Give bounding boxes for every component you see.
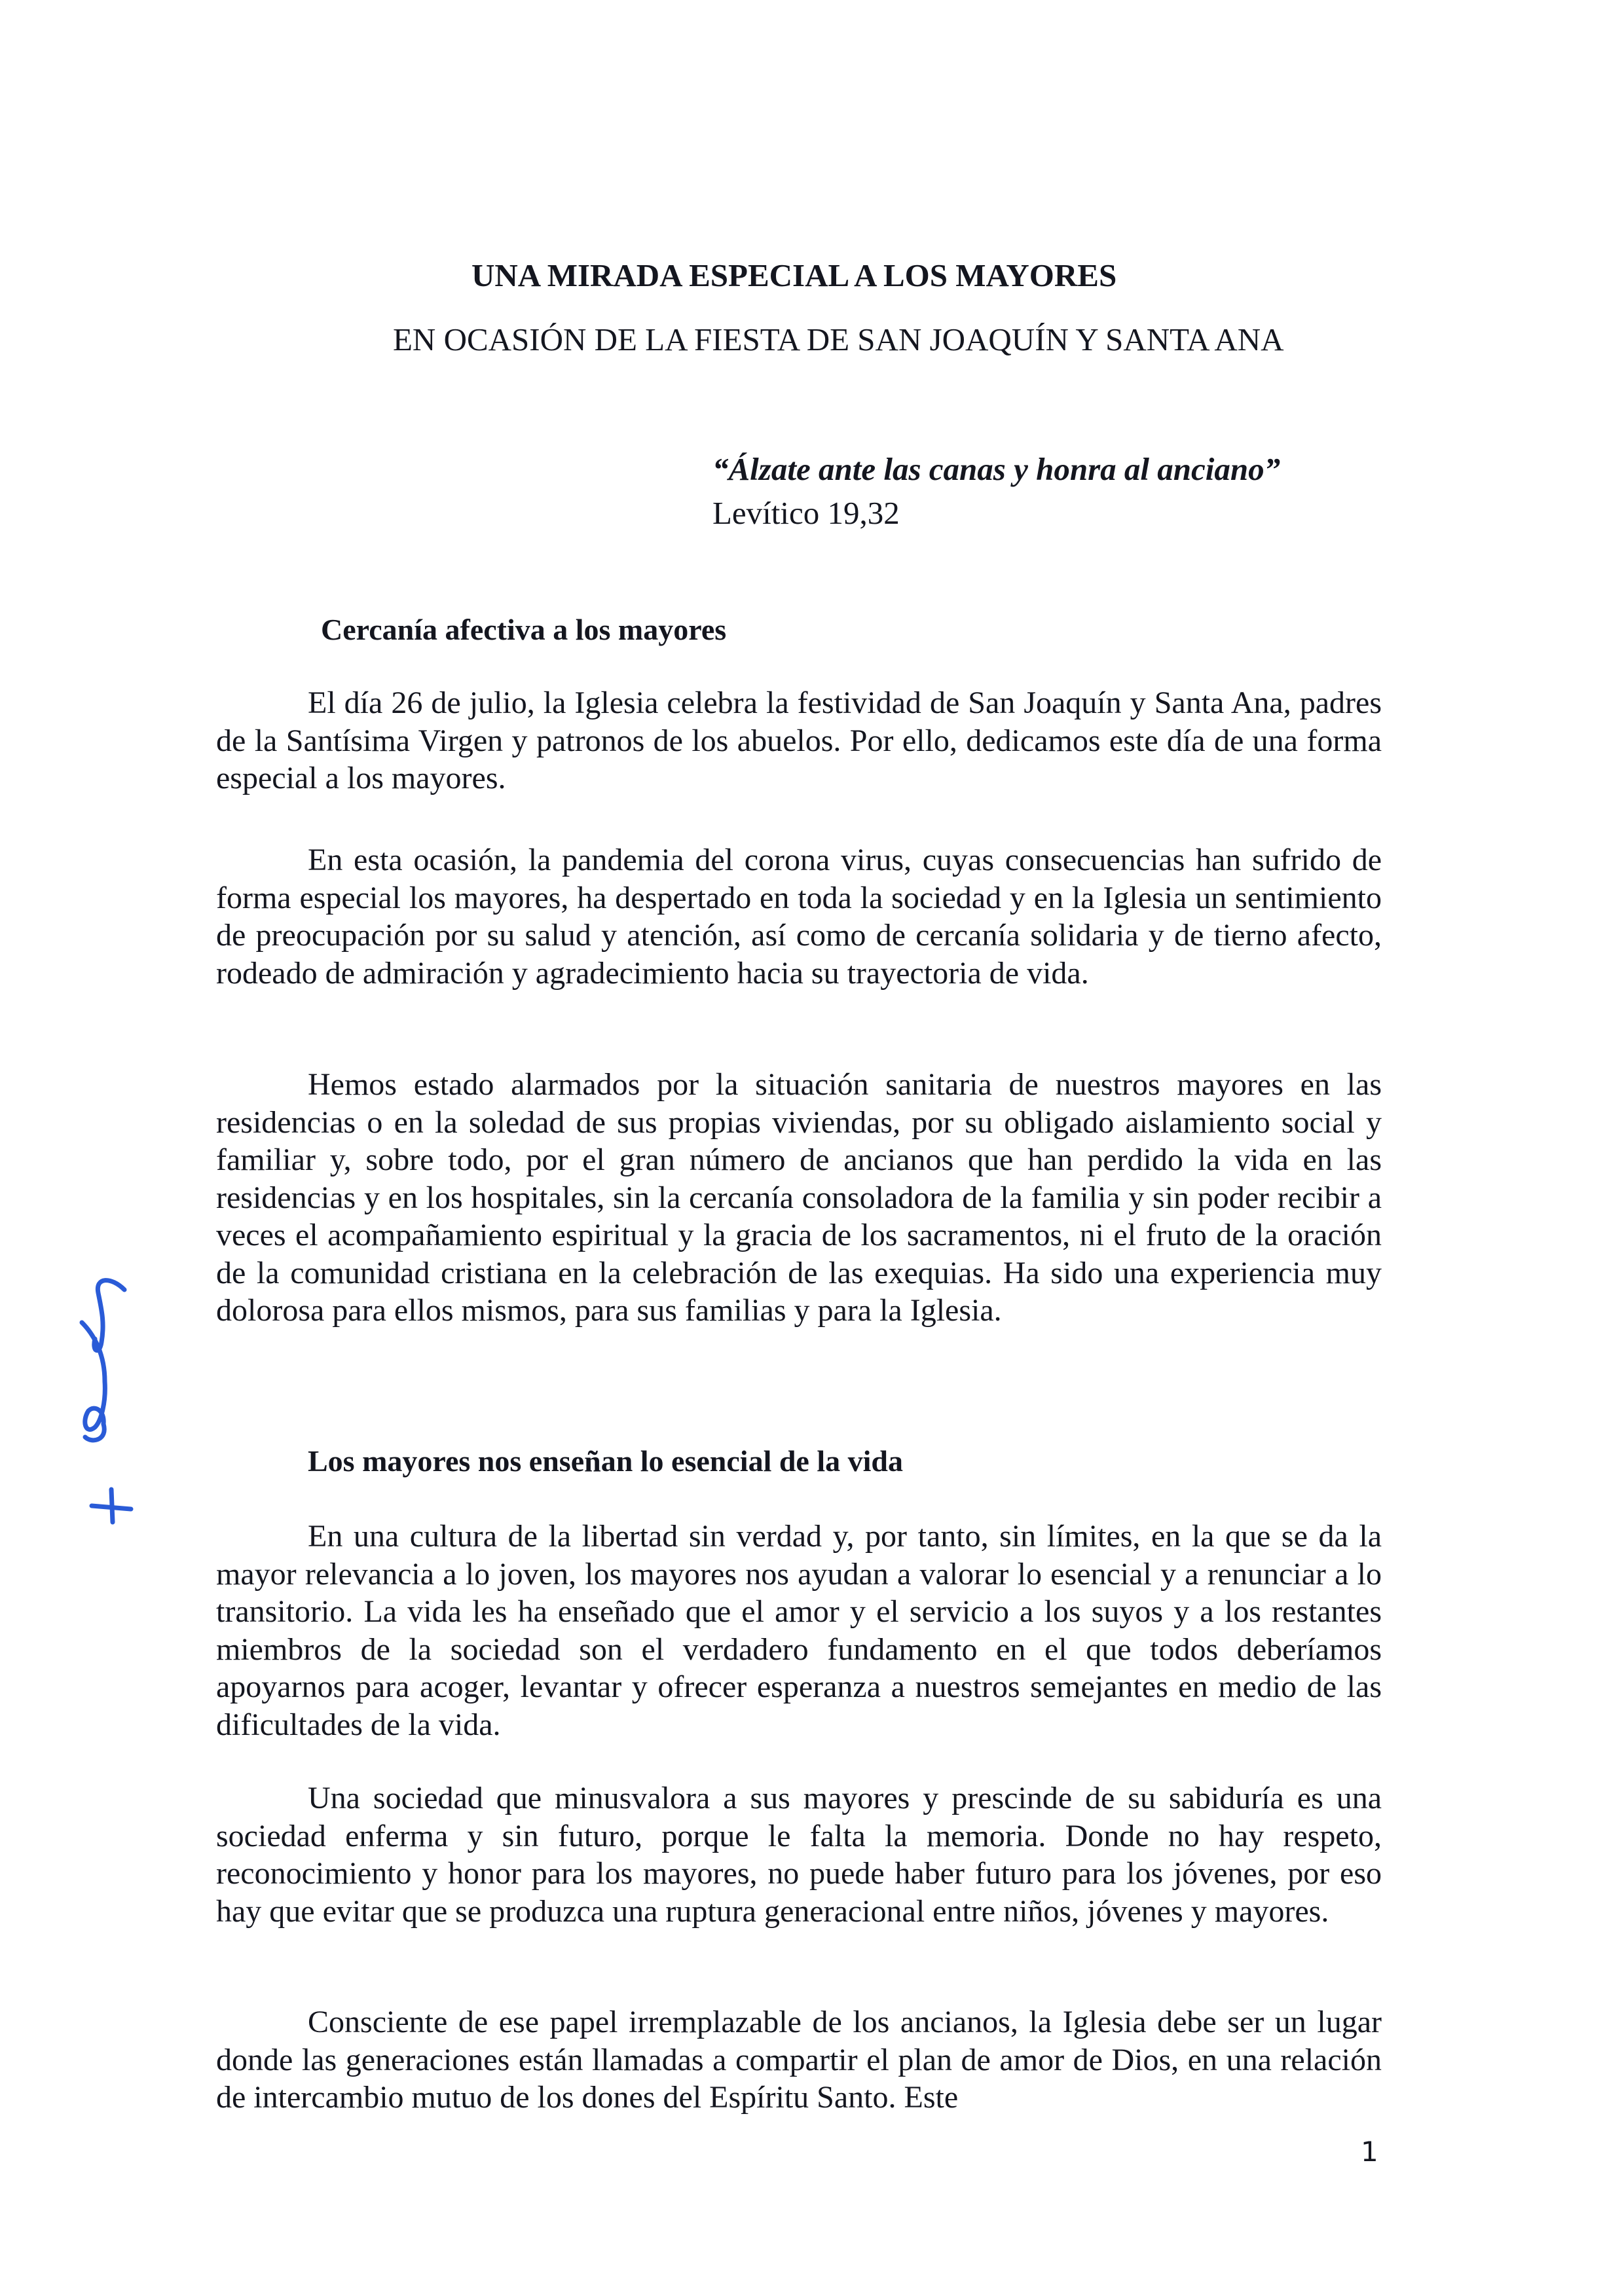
epigraph-quote: “Álzate ante las canas y honra al anciano” <box>712 451 1281 487</box>
epigraph-citation: Levítico 19,32 <box>712 495 900 531</box>
handwritten-signature-icon <box>65 1264 144 1525</box>
section-heading: Los mayores nos enseñan lo esencial de la vida <box>308 1444 903 1478</box>
paragraph: Una sociedad que minusvalora a sus mayores y prescinde de su sabiduría es una sociedad enferma y sin futuro, porque le falta la memoria. Donde no hay respeto, reconocimiento y honor para los mayores, no puede haber futuro para los jóvenes, por eso hay que evitar que se produzca una ruptura generacional entre niños, jóvenes y mayores. <box>216 1781 1382 1929</box>
document-title: UNA MIRADA ESPECIAL A LOS MAYORES <box>471 257 1117 293</box>
section-heading: Cercanía afectiva a los mayores <box>321 613 727 646</box>
paragraph: Hemos estado alarmados por la situación sanitaria de nuestros mayores en las residencias o en la soledad de sus propias viviendas, por su obligado aislamiento social y familiar y, sobre todo, por el gran número de ancianos que han perdido la vida en las residencias y en los hospitales, sin la cercanía consoladora de la familia y sin poder recibir a veces el acompañamiento espiritual y la gracia de los sacramentos, ni el fruto de la oración de la comunidad cristiana en la celebración de las exequias. Ha sido una experiencia muy dolorosa para ellos mismos, para sus familias y para la Iglesia. <box>216 1067 1382 1328</box>
paragraph: En una cultura de la libertad sin verdad y, por tanto, sin límites, en la que se da la mayor relevancia a lo joven, los mayores nos ayudan a valorar lo esencial y a renunciar a lo transitorio. La vida les ha enseñado que el amor y el servicio a los suyos y a los restantes miembros de la sociedad son el verdadero fundamento en el que todos deberíamos apoyarnos para acoger, levantar y ofrecer esperanza a nuestros semejantes en medio de las dificultades de la vida. <box>216 1519 1382 1742</box>
paragraph: Consciente de ese papel irremplazable de los ancianos, la Iglesia debe ser un lugar donde las generaciones están llamadas a compartir el plan de amor de Dios, en una relación de intercambio mutuo de los dones del Espíritu Santo. Este <box>216 2005 1382 2115</box>
paragraph: El día 26 de julio, la Iglesia celebra la festividad de San Joaquín y Santa Ana, padres de la Santísima Virgen y patronos de los abuelos. Por ello, dedicamos este día de una forma especial a los mayores. <box>216 685 1382 795</box>
document-subtitle: EN OCASIÓN DE LA FIESTA DE SAN JOAQUÍN Y SANTA ANA <box>393 321 1284 357</box>
paragraph: En esta ocasión, la pandemia del corona virus, cuyas consecuencias han sufrido de forma especial los mayores, ha despertado en toda la sociedad y en la Iglesia un sentimiento de preocupación por su salud y atención, así como de cercanía solidaria y de tierno afecto, rodeado de admiración y agradecimiento hacia su trayectoria de vida. <box>216 843 1382 991</box>
page-number: 1 <box>1361 2136 1378 2168</box>
